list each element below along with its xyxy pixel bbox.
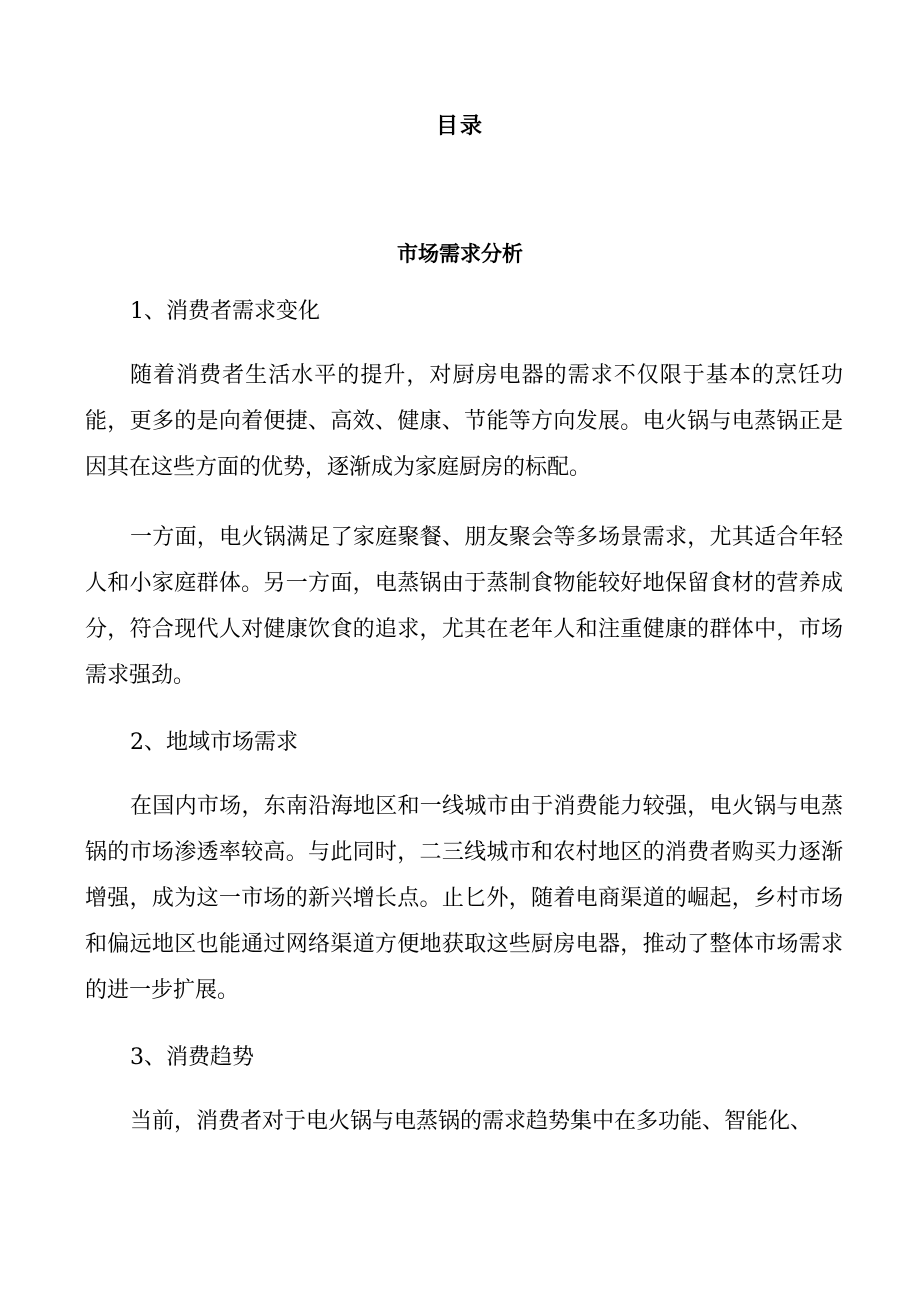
document-body <box>85 292 843 1169</box>
subheading-consumer-demand: 1、消费者需求变化 <box>130 299 320 324</box>
paragraph: 一方面，电火锅满足了家庭聚餐、朋友聚会等多场景需求，尤其适合年轻人和小家庭群体。另一方面，电蒸锅由于蒸制食物能较好地保留食材的营养成分，符合现代人对健康饮食的追求，尤其在老年人和注重健康的群体中，市场需求强劲。 <box>85 525 843 688</box>
paragraph: 在国内市场，东南沿海地区和一线城市由于消费能力较强，电火锅与电蒸锅的市场渗透率较高。与此同时，二三线城市和农村地区的消费者购买力逐渐增强，成为这一市场的新兴增长点。止匕外，随着电商渠道的崛起，乡村市场和偏远地区也能通过网络渠道方便地获取这些厨房电器，推动了整体市场需求的进一步扩展。 <box>85 794 843 1003</box>
section-title: 市场需求分析 <box>397 241 523 266</box>
paragraph: 随着消费者生活水平的提升，对厨房电器的需求不仅限于基本的烹饪功能，更多的是向着便捷、高效、健康、节能等方向发展。电火锅与电蒸锅正是因其在这些方面的优势，逐渐成为家庭厨房的标配。 <box>85 363 843 480</box>
subheading-consumption-trend: 3、消费趋势 <box>130 1045 254 1070</box>
subheading-regional-demand: 2、地域市场需求 <box>130 730 298 755</box>
toc-title: 目录 <box>435 113 484 139</box>
paragraph: 当前，消费者对于电火锅与电蒸锅的需求趋势集中在多功能、智能化、 <box>130 1109 813 1134</box>
